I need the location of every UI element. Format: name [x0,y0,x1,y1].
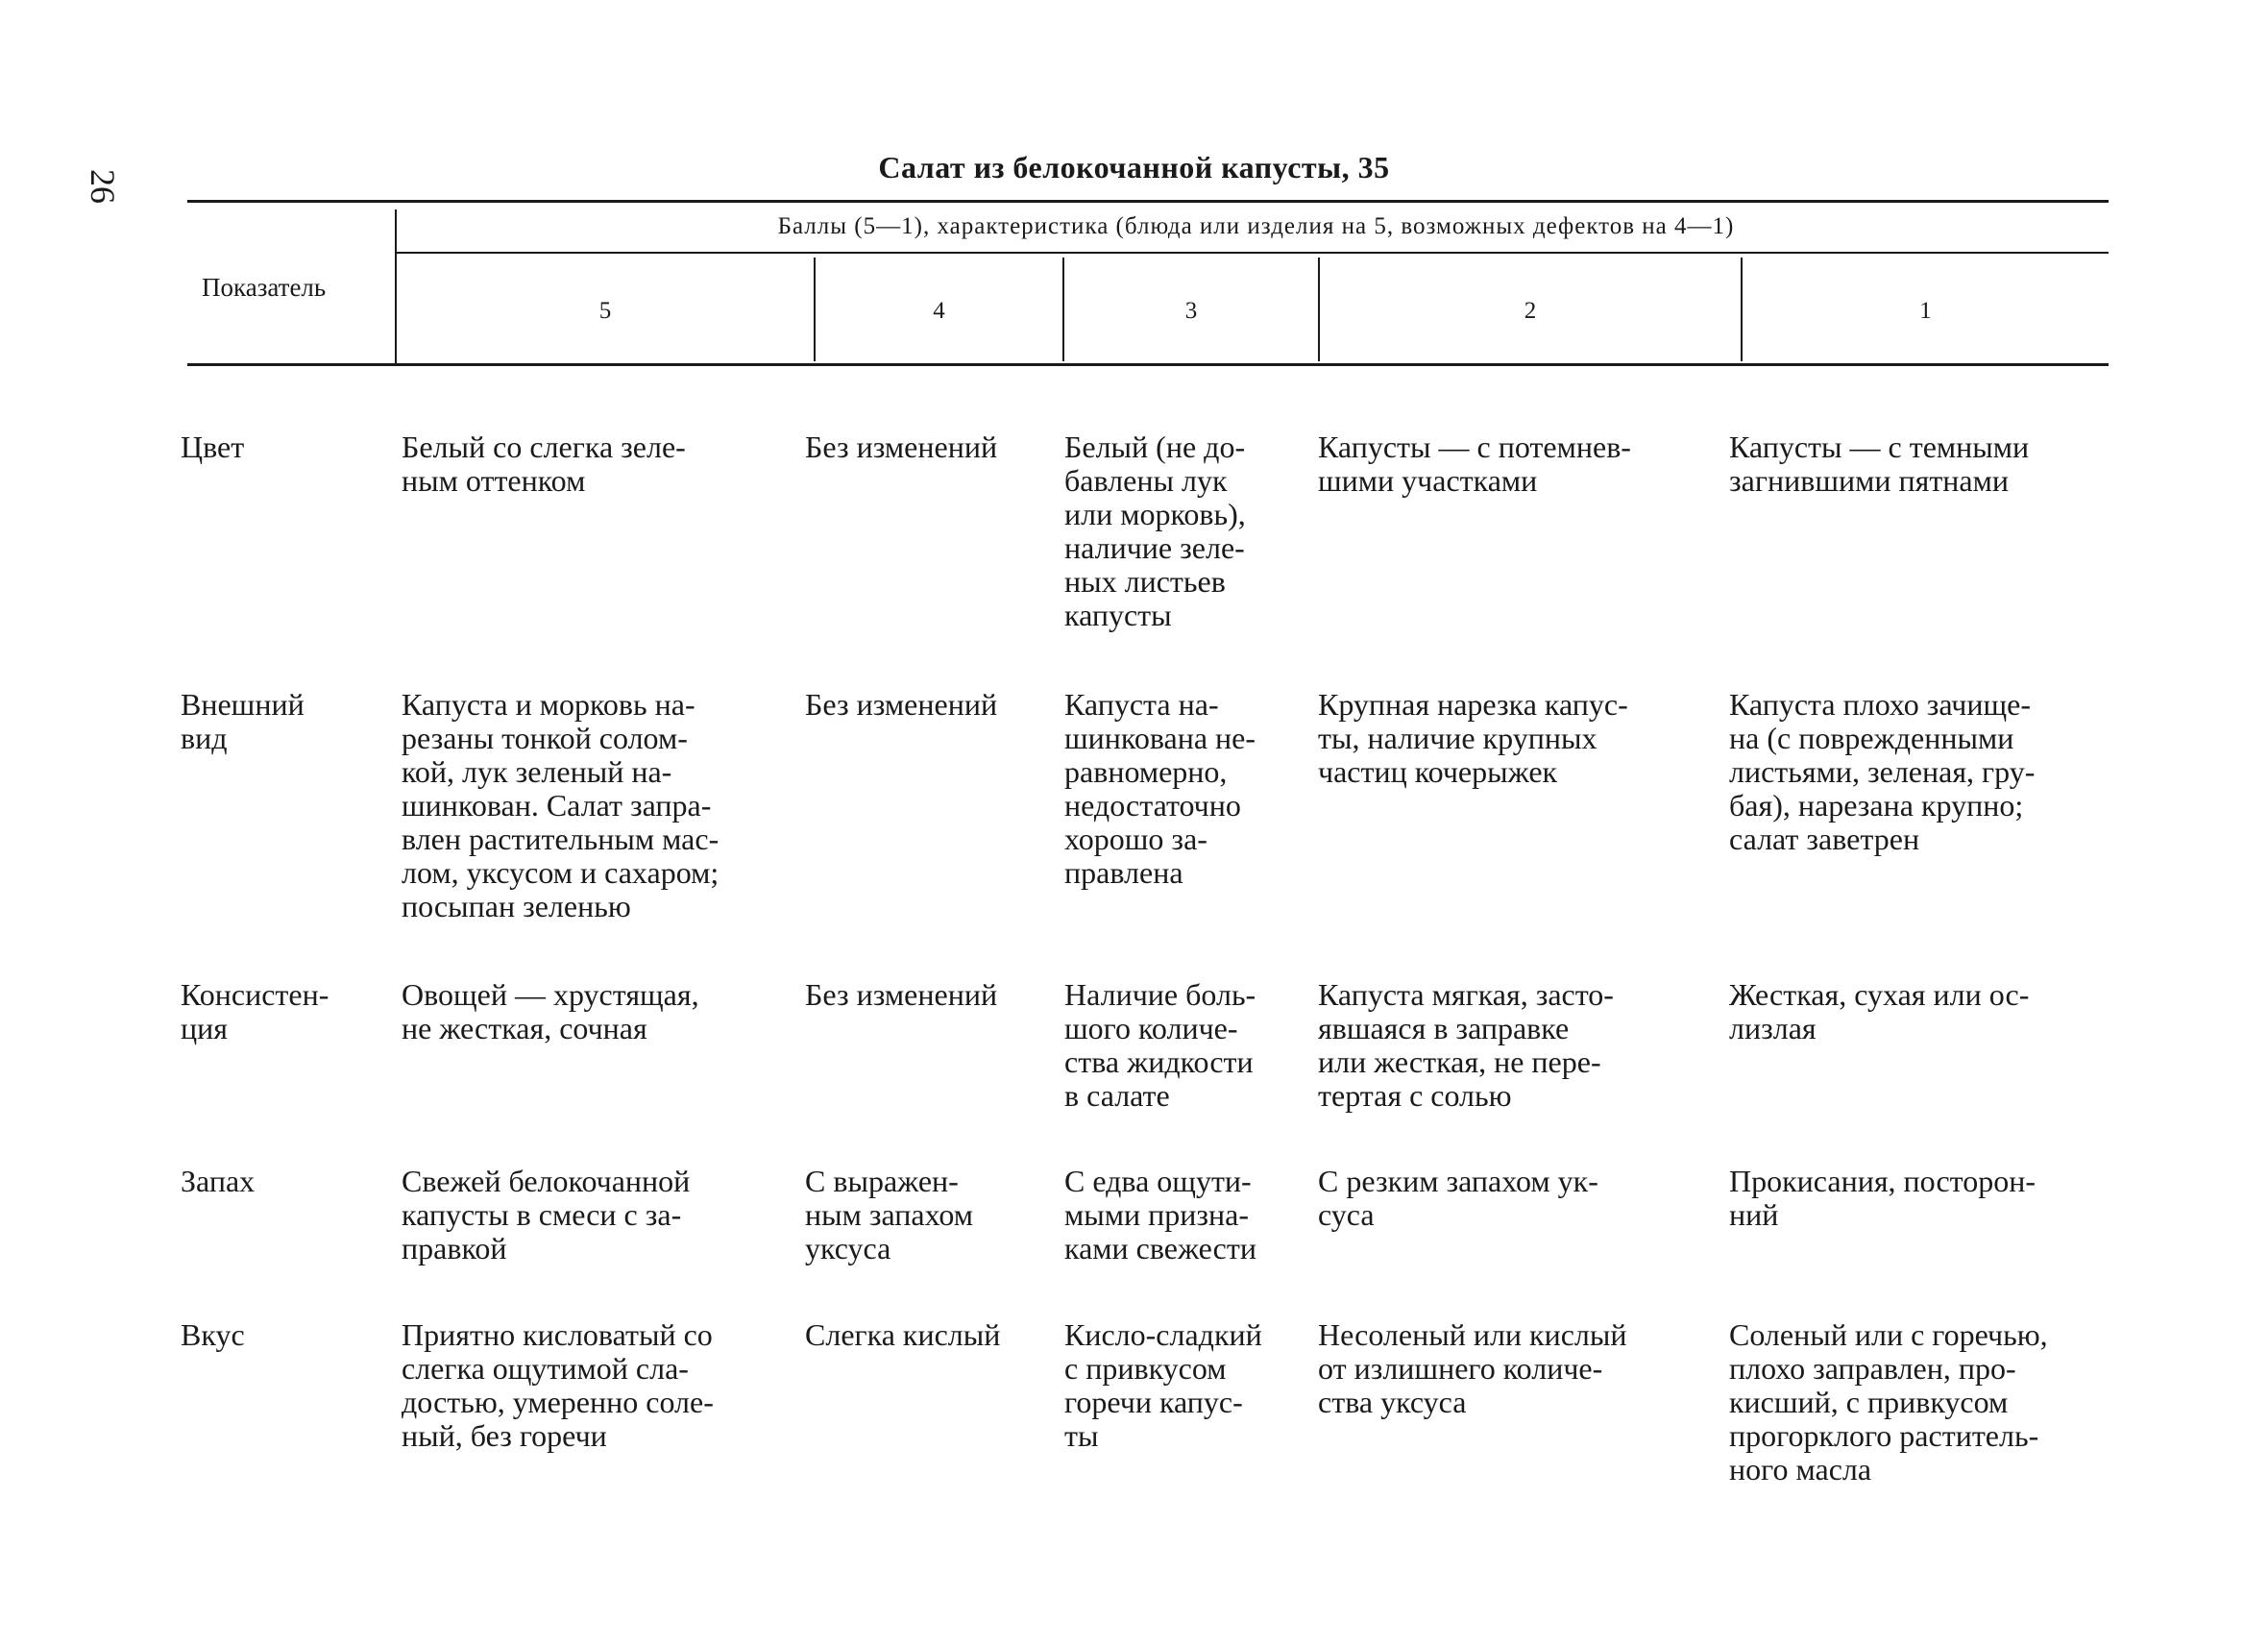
page-title: Салат из белокочанной капусты, 35 [878,150,1390,184]
score-2-cell: Капуста мягкая, засто- явшаяся в заправке или жесткая, не пере- тертая с солью [1318,977,1614,1113]
indicator-header: Показатель [202,273,327,302]
scores-header: Баллы (5—1), характеристика (блюда или изделия на 5, возможных дефектов на 4—1) [777,213,1735,239]
score-2-cell: Крупная нарезка капус- ты, наличие крупных частиц кочерыжек [1318,687,1628,789]
row-indicator: Запах [181,1164,256,1198]
page-number: 26 [84,169,122,204]
score-1-cell: Жесткая, сухая или ос- лизлая [1729,977,2030,1045]
score-col-5: 5 [598,298,612,324]
score-4-cell: Слегка кислый [805,1317,1001,1352]
score-4-cell: С выражен- ным запахом уксуса [805,1164,974,1265]
score-1-cell: Капуста плохо зачище- на (с поврежденными листьями, зеленая, гру- бая), нарезана крупно; салат заветрен [1729,687,2036,856]
row-indicator: Консистен- ция [181,977,329,1045]
score-5-cell: Капуста и морковь на- резаны тонкой солом- кой, лук зеленый на- шинкован. Салат запра- влен растительным мас- лом, уксусом и сахаром; посыпан зеленью [402,687,719,923]
header-bottom-rule [187,363,2109,366]
score-4-cell: Без изменений [805,430,998,464]
score-5-cell: Приятно кисловатый со слегка ощутимой сла- достью, умеренно соле- ный, без горечи [402,1317,714,1453]
score-3-cell: С едва ощути- мыми призна- ками свежести [1064,1164,1256,1265]
row-indicator: Цвет [181,430,245,464]
header-divider-indicator [395,209,397,363]
score-3-cell: Кисло-сладкий с привкусом горечи капус- ты [1064,1317,1262,1453]
header-top-rule [187,200,2109,203]
score-2-cell: С резким запахом ук- суса [1318,1164,1598,1232]
score-1-cell: Соленый или с горечью, плохо заправлен, про- кисший, с привкусом прогорклого раститель- ного масла [1729,1317,2048,1486]
score-3-cell: Белый (не до- бавлены лук или морковь), наличие зеле- ных листьев капусты [1064,430,1246,632]
score-1-cell: Капусты — с темными загнившими пятнами [1729,430,2030,498]
score-5-cell: Овощей — хрустящая, не жесткая, сочная [402,977,699,1045]
score-col-4: 4 [933,298,945,324]
score-3-cell: Наличие боль- шого количе- ства жидкости в салате [1064,977,1256,1113]
score-4-cell: Без изменений [805,687,998,722]
score-col-2: 2 [1524,298,1537,324]
score-col-1: 1 [1919,298,1932,324]
row-indicator: Вкус [181,1317,245,1352]
row-indicator: Внешний вид [181,687,305,755]
score-2-cell: Несоленый или кислый от излишнего количе- ства уксуса [1318,1317,1627,1419]
score-4-cell: Без изменений [805,977,998,1012]
header-scores-rule [397,252,2109,254]
score-1-cell: Прокисания, посторон- ний [1729,1164,2036,1232]
score-5-cell: Свежей белокочанной капусты в смеси с за- правкой [402,1164,691,1265]
score-3-cell: Капуста на- шинкована не- равномерно, недостаточно хорошо за- правлена [1064,687,1256,890]
score-2-cell: Капусты — с потемнев- шими участками [1318,430,1631,498]
score-5-cell: Белый со слегка зеле- ным оттенком [402,430,686,498]
score-col-3: 3 [1184,298,1198,324]
